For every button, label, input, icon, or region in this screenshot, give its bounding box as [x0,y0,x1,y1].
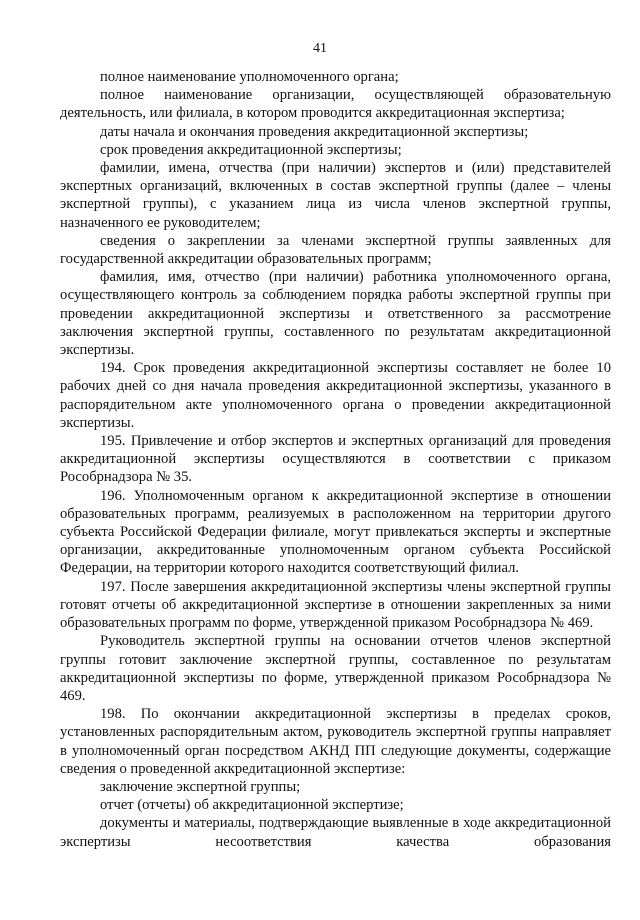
paragraph: фамилии, имена, отчества (при наличии) экспертов и (или) представителей экспертных организаций, включенных в состав экспертной группы (далее – члены экспертной группы), с указанием лица из числа членов экспертной группы, назначенного ее руководителем; [60,160,611,231]
paragraph: документы и материалы, подтверждающие выявленные в ходе аккредитационной экспертизы несоответствия качества образования [60,815,611,850]
paragraph: полное наименование уполномоченного органа; [100,69,399,85]
paragraph-197: 197. После завершения аккредитационной экспертизы члены экспертной группы готовят отчеты об аккредитационной экспертизе в отношении закрепленных за ними образовательных программ по форме, утвержденной приказом Рособрнадзора № 469. [60,578,611,632]
paragraph: заключение экспертной группы; [100,778,301,795]
paragraph: фамилия, имя, отчество (при наличии) работника уполномоченного органа, осуществляющего контроль за соблюдением порядка работы экспертной группы при проведении аккредитационной экспертизы и ответственного за рассмотрение заключения экспертной группы, составленного по результатам аккредитационной экспертизы. [60,269,611,359]
paragraph: сведения о закреплении за членами экспертной группы заявленных для государственной аккредитации образовательных программ; [60,232,611,268]
document-body [60,68,611,851]
paragraph-195: 195. Привлечение и отбор экспертов и экспертных организаций для проведения аккредитационной экспертизы осуществляются в соответствии с приказом Рособрнадзора № 35. [60,433,611,486]
page-number: 41 [313,41,327,56]
paragraph: срок проведения аккредитационной экспертизы; [100,141,402,158]
paragraph-198: 198. По окончании аккредитационной экспертизы в пределах сроков, установленных распорядительным актом, руководитель экспертной группы направляет в уполномоченный орган посредством АКНД ПП следующие документы, содержащие сведения о проведенной аккредитационной экспертизе: [60,706,611,777]
paragraph: Руководитель экспертной группы на основании отчетов членов экспертной группы готовит заключение экспертной группы, составленное по результатам аккредитационной экспертизы по форме, утвержденной приказом Рособрнадзора № 469. [60,633,611,704]
paragraph-196: 196. Уполномоченным органом к аккредитационной экспертизе в отношении образовательных программ, реализуемых в расположенном на территории другого субъекта Российской Федерации филиале, могут привлекаться эксперты и экспертные организации, аккредитованные уполномоченным органом субъекта Российской Федерации, на территории которого находится соответствующий филиал. [60,487,611,577]
paragraph-194: 194. Срок проведения аккредитационной экспертизы составляет не более 10 рабочих дней со дня начала проведения аккредитационной экспертизы, указанного в распорядительном акте уполномоченного органа о проведении аккредитационной экспертизы. [60,360,611,431]
paragraph: отчет (отчеты) об аккредитационной экспертизе; [100,797,404,814]
paragraph: даты начала и окончания проведения аккредитационной экспертизы; [100,123,529,140]
paragraph: полное наименование организации, осуществляющей образовательную деятельность, или филиала, в котором проводится аккредитационная экспертиза; [60,87,611,122]
